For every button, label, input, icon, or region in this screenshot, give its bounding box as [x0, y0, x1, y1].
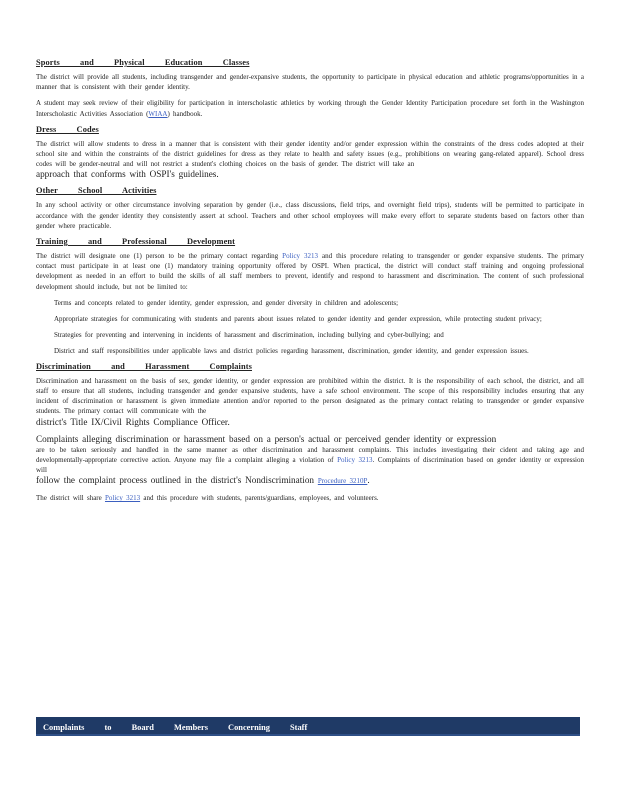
policy-3213-link[interactable]: Policy 3213 [282, 252, 319, 261]
sports-paragraph-2 [36, 98, 584, 118]
sports-p2-text-b: ) handbook. [167, 109, 203, 118]
heading-complaints: Discrimination and Harassment Complaints [36, 361, 252, 371]
policy-3213-link[interactable]: Policy 3213 [337, 455, 373, 464]
complaints-p2-tail [36, 475, 584, 487]
bullet-text: Terms and concepts related to gender identity, gender expression, and gender diversity in children and adolescents; [54, 298, 399, 307]
training-paragraph [36, 251, 584, 292]
heading-dress-codes: Dress Codes [36, 124, 99, 134]
complaints-p2-tail-text-a: follow the complaint process outlined in the district's Nondiscrimination [36, 475, 318, 486]
complaints-p1-text: Discrimination and harassment on the basis of sex, gender identity, or gender expression are prohibited within the district. It is the responsibility of each school, the district, and all staff to ensure that all students, including transgender and gender expansive students, have a safe school environment. The scope of this responsibility includes ensuring that any incident of discrimination or harassment is given immediate attention and/or reported to the person designated as the primary contact relating to transgender or gender expansive students. The primary contact will communicate with the [36, 376, 584, 416]
heading-other-activities: Other School Activities [36, 186, 157, 196]
complaints-p2-lead: Complaints alleging discrimination or harassment based on a person's actual or perceived gender identity or expression [36, 433, 497, 444]
document-page [36, 58, 584, 509]
heading-training: Training and Professional Development [36, 237, 236, 247]
complaints-p1-tail: district's Title IX/Civil Rights Compliance Officer. [36, 416, 230, 427]
complaints-p3-text-a: The district will share [36, 494, 105, 503]
list-item [36, 314, 584, 324]
other-activities-paragraph: In any school activity or other circumstance involving separation by gender (i.e., class discussions, field trips, and overnight field trips), students will be permitted to participate in accordance with the gender identity they consistently assert at school. Teachers and other school employees will make every effort to separate students based on factors other than gender where practicable. [36, 201, 584, 230]
banner-title: Complaints to Board Members Concerning Staff [43, 723, 308, 732]
training-bullet-list [36, 298, 584, 356]
dress-codes-paragraph [36, 139, 584, 181]
dress-codes-tail: approach that conforms with OSPI's guidelines. [36, 169, 219, 180]
policy-3213-link[interactable]: Policy 3213 [104, 494, 141, 503]
wiaa-link[interactable]: WIAA [148, 109, 168, 118]
training-text-a: The district will designate one (1) person to be the primary contact regarding [36, 252, 283, 261]
bullet-text: District and staff responsibilities under applicable laws and district policies regarding harassment, discrimination, gender identity, and gender expression issues. [54, 346, 529, 355]
bullet-text: Appropriate strategies for communicating with students and parents about issues related to gender identity and gender expression, while protecting student privacy; [54, 314, 542, 323]
bullet-text: Strategies for preventing and intervening in incidents of harassment and discrimination, including bullying and cyber-bullying; and [54, 330, 444, 339]
training-text-b: and this procedure relating to transgender or gender expansive students. The primary contact must participate in at least one (1) mandatory training opportunity offered by OSPI. When practical, the district will conduct staff training and ongoing professional development as needed in an effort to build the skills of all staff members to prevent, identify and respond to harassment and discrimination. The content of such professional development should include, but not be limited to: [36, 252, 585, 291]
sports-p2-text-a: A student may seek review of their eligibility for participation in interscholastic athletics by working through the Gender Identity Participation procedure set forth in the Washington Interscholastic Activities Association ( [36, 99, 584, 118]
complaints-paragraph-3 [36, 493, 584, 503]
list-item [36, 330, 584, 340]
complaints-p2-text-b: . Complaints of discrimination based on gender identity or expression will [36, 455, 585, 475]
section-banner [36, 717, 580, 736]
complaints-p2-text-a: are to be taken seriously and handled in the same manner as other discrimination and harassment complaints. This includes investigating their cident and taking age and developmentally-appropriate corrective action. Anyone may file a complaint alleging a violation of [36, 445, 584, 464]
list-item [36, 298, 584, 308]
procedure-3210p-link[interactable]: Procedure 3210P [317, 477, 368, 486]
complaints-p3-text-b: and this procedure with students, parents/guardians, employees, and volunteers. [140, 494, 379, 503]
sports-paragraph-1: The district will provide all students, including transgender and gender-expansive students, the opportunity to participate in physical education and athletic programs/opportunities in a manner that is consistent with their gender identity. [36, 73, 584, 92]
list-item [36, 346, 584, 356]
heading-sports: Sports and Physical Education Classes [36, 58, 250, 67]
complaints-paragraph-2 [36, 434, 584, 488]
dress-codes-text: The district will allow students to dress in a manner that is consistent with their gender identity and/or gender expression within the constraints of the dress codes adopted at their school site and within the constraints of the district guidelines for dress as they relate to health and safety issues (e.g., prohibitions on wearing gang-related apparel). School dress codes will be gender-neutral and will not restrict a student's clothing choices on the basis of gender. The district will take an [36, 139, 584, 169]
complaints-p2-tail-text-b: . [367, 475, 370, 486]
complaints-paragraph-1 [36, 376, 584, 428]
